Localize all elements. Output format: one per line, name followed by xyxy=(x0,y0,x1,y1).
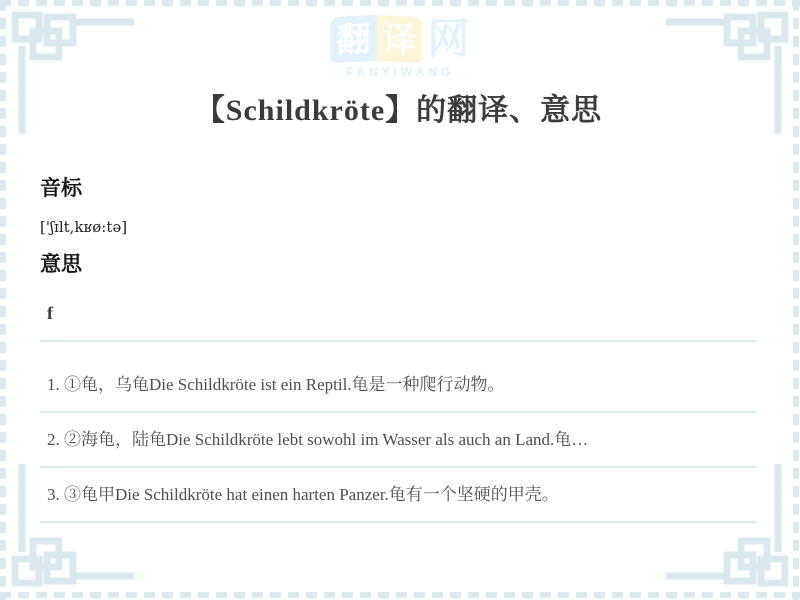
watermark-char-fan: 翻 xyxy=(330,15,376,63)
phonetic-transcription: ['ʃɪlt,kʁø:tə] xyxy=(40,218,128,236)
watermark-char-yi: 译 xyxy=(376,15,422,63)
watermark-subtext: FANYIWANG xyxy=(345,65,455,79)
watermark-char-wang: 网 xyxy=(427,15,470,62)
meaning-item: 3. ③龟甲Die Schildkröte hat einen harten Panzer.龟有一个坚硬的甲壳。 xyxy=(40,468,757,523)
page-title: 【Schildkröte】的翻译、意思 xyxy=(194,94,603,127)
meaning-item: 2. ②海龟，陆龟Die Schildkröte lebt sowohl im Wasser als auch an Land.龟… xyxy=(40,413,757,468)
gender-marker: f xyxy=(40,301,757,342)
main-content xyxy=(40,0,757,523)
meaning-list xyxy=(40,342,757,523)
meaning-section-heading: 意思 xyxy=(40,252,82,276)
meaning-item: 1. ①龟，乌龟Die Schildkröte ist ein Reptil.龟是一种爬行动物。 xyxy=(40,342,757,413)
phonetic-section-heading: 音标 xyxy=(40,176,82,200)
